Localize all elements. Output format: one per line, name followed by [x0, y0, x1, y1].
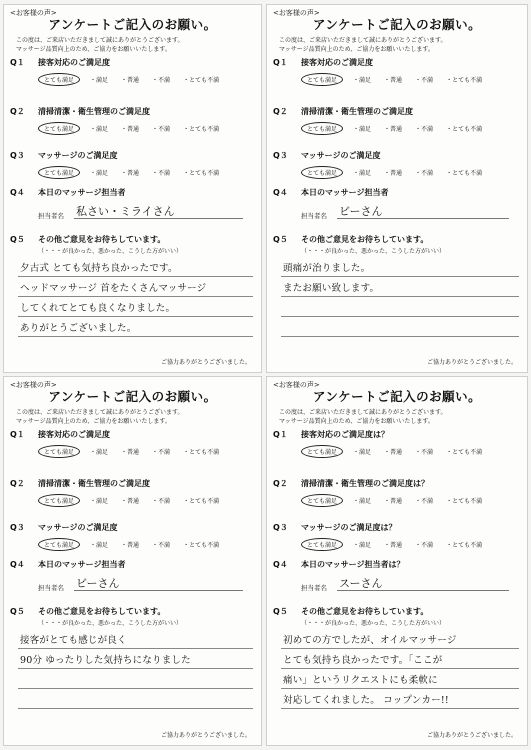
staff-name: ビーさん — [339, 205, 383, 218]
rating-option: ・不満 — [415, 542, 434, 549]
intro-line: マッサージ品質向上のため、ご協力をお願いいたします。 — [16, 46, 171, 53]
rating-options-q3 — [38, 540, 222, 551]
question-q2 — [10, 106, 150, 117]
question-q2 — [10, 478, 150, 489]
comment-text: またお願い致します。 — [283, 283, 380, 294]
question-number: Q４ — [10, 188, 25, 197]
option-very-satisfied: とても満足 — [301, 166, 343, 179]
comment-line — [18, 649, 253, 669]
comment-line — [281, 629, 519, 649]
rating-option: ・満足 — [353, 170, 372, 177]
rating-option: ・満足 — [353, 126, 372, 133]
question-q1 — [10, 429, 110, 440]
option-very-satisfied: とても満足 — [38, 73, 80, 86]
intro-text — [16, 36, 184, 54]
comment-line — [281, 689, 519, 709]
comment-text: ヘッドマッサージ 首をたくさんマッサージ — [20, 283, 207, 294]
rating-option: ・不満 — [415, 170, 434, 177]
question-label: マッサージのご満足度 — [38, 151, 118, 160]
question-q4 — [273, 187, 389, 198]
option-very-satisfied: とても満足 — [38, 122, 80, 135]
comment-text: 接客がとても感じが良く — [20, 635, 127, 646]
option-very-satisfied: とても満足 — [38, 166, 80, 179]
staff-underline — [337, 590, 509, 591]
question-label: 清掃清潔・衛生管理のご満足度 — [301, 107, 413, 116]
rating-option: ・不満 — [415, 498, 434, 505]
comment-line — [281, 649, 519, 669]
rating-options-q2 — [38, 124, 222, 135]
question-number: Q５ — [273, 607, 288, 616]
question-number: Q１ — [273, 58, 288, 67]
comment-line — [18, 277, 253, 297]
question-number: Q４ — [273, 560, 288, 569]
intro-text — [279, 408, 447, 426]
comment-text: 夕古式 とても気持ち良かったです。 — [20, 263, 178, 274]
question-q3 — [10, 150, 118, 161]
rating-option: ・とても不満 — [183, 542, 220, 549]
rating-option: ・不満 — [415, 77, 434, 84]
intro-line: マッサージ品質向上のため、ご協力をお願いいたします。 — [279, 46, 434, 53]
question-label: 本日のマッサージ担当者は？ — [301, 560, 405, 569]
thanks-note: ご協力ありがとうございました。 — [426, 732, 517, 739]
intro-line: マッサージ品質向上のため、ご協力をお願いいたします。 — [279, 418, 434, 425]
option-very-satisfied: とても満足 — [301, 445, 343, 458]
staff-underline — [337, 218, 509, 219]
intro-line: マッサージ品質向上のため、ご協力をお願いいたします。 — [16, 418, 171, 425]
question-label: 接客対応のご満足度 — [38, 58, 110, 67]
comment-area — [281, 257, 519, 337]
question-number: Q５ — [273, 235, 288, 244]
question-number: Q３ — [10, 151, 25, 160]
rating-option: ・普通 — [384, 170, 403, 177]
question-label: 本日のマッサージ担当者 — [301, 188, 389, 197]
staff-label: 担当者名 — [38, 212, 64, 220]
comment-area — [281, 629, 519, 709]
option-very-satisfied: とても満足 — [38, 445, 80, 458]
question-number: Q１ — [10, 58, 25, 67]
comment-line — [18, 689, 253, 709]
question-q5 — [273, 606, 428, 617]
intro-line: この度は、ご来店いただきまして誠にありがとうございます。 — [16, 37, 184, 44]
question-label: その他ご意見をお待ちしています。 — [38, 235, 166, 244]
staff-label: 担当者名 — [301, 584, 327, 592]
comment-line — [18, 629, 253, 649]
header-tag: <お客様の声> — [10, 381, 57, 389]
rating-option: ・普通 — [121, 498, 140, 505]
question-number: Q３ — [10, 523, 25, 532]
rating-option: ・満足 — [353, 498, 372, 505]
question-q3 — [273, 522, 397, 533]
question-q5 — [10, 234, 165, 245]
question-label: 接客対応のご満足度 — [301, 58, 373, 67]
comment-line — [18, 317, 253, 337]
comment-line — [281, 669, 519, 689]
rating-options-q2 — [301, 496, 485, 507]
intro-text — [16, 408, 184, 426]
comment-text: してくれてとても良くなりました。 — [20, 303, 176, 314]
thanks-note: ご協力ありがとうございました。 — [160, 732, 251, 739]
rating-option: ・満足 — [353, 77, 372, 84]
option-very-satisfied: とても満足 — [301, 494, 343, 507]
q5-subtext: （・・・が良かった、悪かった、こうした方がいい） — [301, 620, 446, 627]
rating-option: ・とても不満 — [446, 498, 483, 505]
rating-option: ・満足 — [90, 449, 109, 456]
rating-option: ・とても不満 — [446, 126, 483, 133]
comment-text: 痛い」というリクエストにも柔軟に — [283, 675, 438, 686]
staff-label: 担当者名 — [301, 212, 327, 220]
survey-card-1 — [3, 4, 262, 373]
question-label: 本日のマッサージ担当者 — [38, 188, 126, 197]
rating-options-q3 — [301, 540, 485, 551]
question-label: その他ご意見をお待ちしています。 — [38, 607, 166, 616]
comment-text: とても気持ち良かったです。「ここが — [283, 655, 443, 666]
header-tag: <お客様の声> — [273, 381, 320, 389]
rating-option: ・普通 — [121, 542, 140, 549]
rating-option: ・とても不満 — [183, 498, 220, 505]
comment-area — [18, 257, 253, 337]
survey-title: アンケートご記入のお願い。 — [48, 17, 217, 32]
question-q5 — [273, 234, 428, 245]
comment-line — [281, 297, 519, 317]
question-q1 — [273, 429, 389, 440]
option-very-satisfied: とても満足 — [301, 122, 343, 135]
question-label: マッサージのご満足度 — [38, 523, 118, 532]
survey-card-3 — [3, 376, 262, 746]
rating-option: ・不満 — [152, 449, 171, 456]
rating-option: ・とても不満 — [446, 542, 483, 549]
question-number: Q２ — [10, 107, 25, 116]
question-q5 — [10, 606, 165, 617]
question-number: Q４ — [273, 188, 288, 197]
question-label: 清掃清潔・衛生管理のご満足度 — [38, 107, 150, 116]
survey-title: アンケートご記入のお願い。 — [48, 389, 217, 404]
staff-name: スーさん — [339, 577, 383, 590]
rating-option: ・普通 — [121, 170, 140, 177]
intro-text — [279, 36, 447, 54]
rating-option: ・不満 — [152, 77, 171, 84]
survey-title: アンケートご記入のお願い。 — [312, 389, 482, 404]
question-number: Q５ — [10, 607, 25, 616]
rating-option: ・普通 — [121, 449, 140, 456]
question-label: マッサージのご満足度 — [301, 151, 381, 160]
question-number: Q１ — [273, 430, 288, 439]
question-number: Q２ — [10, 479, 25, 488]
rating-option: ・満足 — [90, 170, 109, 177]
question-number: Q５ — [10, 235, 25, 244]
question-q3 — [10, 522, 118, 533]
rating-option: ・満足 — [90, 126, 109, 133]
question-number: Q２ — [273, 107, 288, 116]
question-q2 — [273, 478, 429, 489]
intro-line: この度は、ご来店いただきまして誠にありがとうございます。 — [16, 409, 184, 416]
rating-option: ・満足 — [90, 542, 109, 549]
staff-label: 担当者名 — [38, 584, 64, 592]
question-number: Q１ — [10, 430, 25, 439]
staff-name: ビーさん — [76, 577, 120, 590]
rating-option: ・不満 — [152, 126, 171, 133]
rating-option: ・とても不満 — [446, 170, 483, 177]
intro-line: この度は、ご来店いただきまして誠にありがとうございます。 — [279, 37, 447, 44]
comment-area — [18, 629, 253, 709]
comment-text: 初めての方でしたが、オイルマッサージ — [283, 635, 457, 646]
option-very-satisfied: とても満足 — [301, 538, 343, 551]
question-label: 清掃清潔・衛生管理のご満足度 — [38, 479, 150, 488]
thanks-note: ご協力ありがとうございました。 — [426, 359, 517, 366]
rating-option: ・不満 — [152, 542, 171, 549]
question-number: Q２ — [273, 479, 288, 488]
staff-name: 私さい・ミライさん — [76, 205, 175, 218]
rating-option: ・とても不満 — [183, 126, 220, 133]
rating-option: ・満足 — [353, 542, 372, 549]
rating-option: ・普通 — [384, 542, 403, 549]
rating-options-q3 — [301, 168, 485, 179]
question-number: Q４ — [10, 560, 25, 569]
rating-option: ・とても不満 — [183, 77, 220, 84]
rating-option: ・不満 — [152, 498, 171, 505]
intro-line: この度は、ご来店いただきまして誠にありがとうございます。 — [279, 409, 447, 416]
question-number: Q３ — [273, 151, 288, 160]
rating-option: ・満足 — [90, 77, 109, 84]
question-label: 接客対応のご満足度 — [38, 430, 110, 439]
question-q1 — [10, 57, 110, 68]
comment-line — [18, 257, 253, 277]
comment-line — [18, 669, 253, 689]
question-q4 — [10, 187, 126, 198]
rating-option: ・とても不満 — [183, 170, 220, 177]
question-q4 — [10, 559, 126, 570]
header-tag: <お客様の声> — [273, 9, 320, 17]
rating-options-q1 — [301, 447, 485, 458]
question-label: 本日のマッサージ担当者 — [38, 560, 126, 569]
question-label: 接客対応のご満足度は？ — [301, 430, 389, 439]
question-label: その他ご意見をお待ちしています。 — [301, 607, 429, 616]
thanks-note: ご協力ありがとうございました。 — [160, 359, 251, 366]
rating-options-q3 — [38, 168, 222, 179]
rating-option: ・不満 — [152, 170, 171, 177]
rating-options-q2 — [38, 496, 222, 507]
rating-option: ・とても不満 — [446, 449, 483, 456]
question-label: マッサージのご満足度は？ — [301, 523, 397, 532]
rating-option: ・不満 — [415, 449, 434, 456]
q5-subtext: （・・・が良かった、悪かった、こうした方がいい） — [38, 248, 183, 255]
rating-option: ・普通 — [384, 126, 403, 133]
comment-line — [281, 277, 519, 297]
rating-options-q1 — [38, 447, 222, 458]
header-tag: <お客様の声> — [10, 9, 57, 17]
comment-line — [281, 317, 519, 337]
rating-option: ・普通 — [121, 126, 140, 133]
option-very-satisfied: とても満足 — [301, 73, 343, 86]
staff-underline — [74, 590, 243, 591]
question-number: Q３ — [273, 523, 288, 532]
option-very-satisfied: とても満足 — [38, 538, 80, 551]
rating-options-q1 — [38, 75, 222, 86]
rating-option: ・普通 — [384, 498, 403, 505]
survey-card-4 — [266, 376, 528, 746]
rating-option: ・満足 — [90, 498, 109, 505]
rating-option: ・とても不満 — [183, 449, 220, 456]
rating-option: ・普通 — [384, 77, 403, 84]
question-q3 — [273, 150, 381, 161]
q5-subtext: （・・・が良かった、悪かった、こうした方がいい） — [301, 248, 446, 255]
option-very-satisfied: とても満足 — [38, 494, 80, 507]
q5-subtext: （・・・が良かった、悪かった、こうした方がいい） — [38, 620, 183, 627]
rating-option: ・普通 — [384, 449, 403, 456]
comment-text: ありがとうございました。 — [20, 323, 137, 334]
question-label: 清掃清潔・衛生管理のご満足度は？ — [301, 479, 429, 488]
rating-option: ・普通 — [121, 77, 140, 84]
rating-option: ・不満 — [415, 126, 434, 133]
rating-option: ・とても不満 — [446, 77, 483, 84]
question-label: その他ご意見をお待ちしています。 — [301, 235, 429, 244]
survey-title: アンケートご記入のお願い。 — [312, 17, 482, 32]
comment-text: 頭痛が治りました。 — [283, 263, 371, 274]
question-q1 — [273, 57, 373, 68]
question-q4 — [273, 559, 405, 570]
staff-underline — [74, 218, 243, 219]
comment-text: 対応してくれました。 コップンカー!! — [283, 695, 449, 706]
comment-line — [18, 297, 253, 317]
comment-line — [281, 257, 519, 277]
rating-options-q1 — [301, 75, 485, 86]
rating-option: ・満足 — [353, 449, 372, 456]
survey-card-2 — [266, 4, 528, 373]
comment-text: 90分 ゆったりした気持ちになりました — [20, 655, 191, 666]
question-q2 — [273, 106, 413, 117]
rating-options-q2 — [301, 124, 485, 135]
